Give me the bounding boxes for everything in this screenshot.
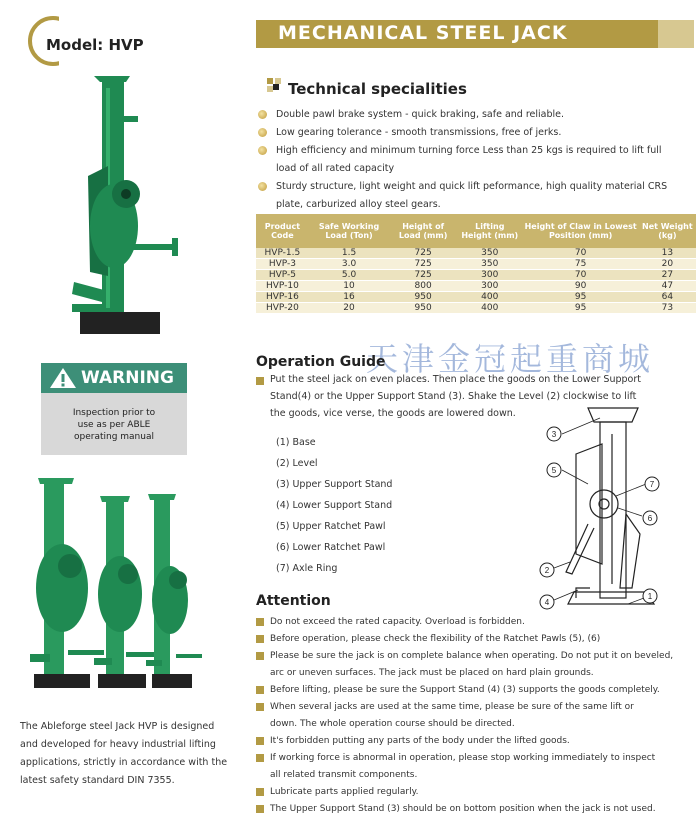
table-cell: 73 [639,303,696,314]
header-accent [658,20,694,48]
table-cell: HVP-3 [256,259,309,270]
table-row [256,292,696,303]
operation-line: Stand(4) or the Upper Support Stand (3). Shake the Level (2) clockwise to lift [270,391,637,402]
attention-title: Attention [256,593,331,609]
table-cell: 75 [523,259,639,270]
table-cell: 400 [457,303,523,314]
table-cell: 20 [639,259,696,270]
part-item: (1) Base [276,437,316,448]
watermark: 天津金冠起重商城 [366,340,655,378]
table-cell: 950 [389,303,457,314]
attention-item-cont: arc or uneven surfaces. The jack must be placed on hard plain grounds. [270,668,594,678]
table-cell: 950 [389,292,457,303]
table-cell: 725 [389,270,457,281]
part-item: (5) Upper Ratchet Pawl [276,521,386,532]
attention-item: Please be sure the jack is on complete balance when operating. Do not put it on beveled, [256,648,696,665]
attention-item-cont: all related transmit components. [270,770,418,780]
col-header: Height of Load (mm) [389,214,457,248]
table-cell: HVP-5 [256,270,309,281]
spec-table [256,214,696,314]
table-cell: 47 [639,281,696,292]
table-cell: 70 [523,270,639,281]
header-bar [256,20,694,48]
col-header: Safe Working Load (Ton) [309,214,389,248]
table-cell: 300 [457,270,523,281]
table-cell: 10 [309,281,389,292]
table-cell: 400 [457,292,523,303]
tech-item: Sturdy structure, light weight and quick lift peformance, high quality material CRS [256,178,696,196]
warning-banner [41,363,187,393]
diagram-label: 5 [551,466,557,475]
part-item: (2) Level [276,458,318,469]
table-cell: 90 [523,281,639,292]
jack-diagram [536,404,696,620]
table-row [256,281,696,292]
tech-title: Technical specialities [288,80,467,98]
parts-list [276,432,392,579]
jack-photo-main [64,76,194,338]
col-header: Height of Claw in Lowest Position (mm) [523,214,639,248]
table-cell: 95 [523,303,639,314]
model-badge [28,16,208,68]
table-cell: 725 [389,248,457,259]
tech-item-cont: load of all rated capacity [276,163,395,174]
col-header: Lifting Height (mm) [457,214,523,248]
tech-item: Double pawl brake system - quick braking, safe and reliable. [256,106,696,124]
table-cell: 5.0 [309,270,389,281]
table-cell: 64 [639,292,696,303]
col-header: Product Code [256,214,309,248]
warning-line: operating manual [74,432,154,442]
attention-item: Lubricate parts applied regularly. [256,784,696,801]
page-title: MECHANICAL STEEL JACK [278,22,568,44]
table-cell: HVP-10 [256,281,309,292]
checker-icon [267,78,283,94]
table-cell: HVP-20 [256,303,309,314]
warning-box [41,393,187,455]
model-label: Model: HVP [46,36,144,54]
product-description [20,718,240,790]
table-row [256,270,696,281]
tech-item: Low gearing tolerance - smooth transmissions, free of jerks. [256,124,696,142]
diagram-label: 3 [551,430,557,439]
diagram-label: 6 [647,514,653,523]
table-cell: 16 [309,292,389,303]
attention-item: Do not exceed the rated capacity. Overload is forbidden. [256,614,696,631]
table-cell: 300 [457,281,523,292]
operation-line: the goods, vice verse, the goods are lowered down. [270,408,516,419]
table-cell: 1.5 [309,248,389,259]
diagram-label: 7 [649,480,655,489]
bullet-square [256,377,264,385]
diagram-label: 4 [544,598,550,607]
table-cell: 20 [309,303,389,314]
operation-title: Operation Guide [256,354,386,370]
part-item: (4) Lower Support Stand [276,500,393,511]
attention-item: Before operation, please check the flexibility of the Ratchet Pawls (5), (6) [256,631,696,648]
table-row [256,303,696,314]
attention-item: The Upper Support Stand (3) should be on bottom position when the jack is not used. [256,801,696,818]
warning-label: WARNING [81,368,174,388]
table-cell: 27 [639,270,696,281]
table-cell: HVP-1.5 [256,248,309,259]
table-cell: 800 [389,281,457,292]
part-item: (6) Lower Ratchet Pawl [276,542,386,553]
col-header: Net Weight (kg) [639,214,696,248]
attention-item: It's forbidden putting any parts of the body under the lifted goods. [256,733,696,750]
table-cell: HVP-16 [256,292,309,303]
tech-item: High efficiency and minimum turning force Less than 25 kgs is required to lift full [256,142,696,160]
table-cell: 70 [523,248,639,259]
diagram-label: 2 [544,566,550,575]
attention-item: If working force is abnormal in operation, please stop working immediately to inspect [256,750,696,767]
table-cell: 95 [523,292,639,303]
description-line: The Ableforge steel Jack HVP is designed [20,721,215,732]
warning-line: use as per ABLE [77,420,151,430]
description-line: latest safety standard DIN 7355. [20,775,175,786]
warning-text [41,407,187,443]
attention-item: When several jacks are used at the same time, please be sure of the same lift or [256,699,696,716]
part-item: (3) Upper Support Stand [276,479,393,490]
table-cell: 350 [457,248,523,259]
description-line: applications, strictly in accordance with the [20,757,228,768]
description-line: and developed for heavy industrial lifting [20,739,216,750]
table-cell: 725 [389,259,457,270]
attention-item-cont: down. The whole operation course should be directed. [270,719,515,729]
warning-line: Inspection prior to [72,408,156,418]
warning-icon [49,366,77,390]
table-row [256,248,696,259]
diagram-label: 1 [647,592,653,601]
table-row [256,259,696,270]
operation-line: Put the steel jack on even places. Then place the goods on the Lower Support [270,374,641,385]
part-item: (7) Axle Ring [276,563,338,574]
attention-item: Before lifting, please be sure the Support Stand (4) (3) supports the goods completely. [256,682,696,699]
jack-photo-family [28,478,218,690]
table-cell: 350 [457,259,523,270]
table-cell: 3.0 [309,259,389,270]
tech-item-cont: plate, carburized alloy steel gears. [276,199,441,210]
attention-list [256,614,696,818]
table-cell: 13 [639,248,696,259]
tech-list [256,106,696,214]
